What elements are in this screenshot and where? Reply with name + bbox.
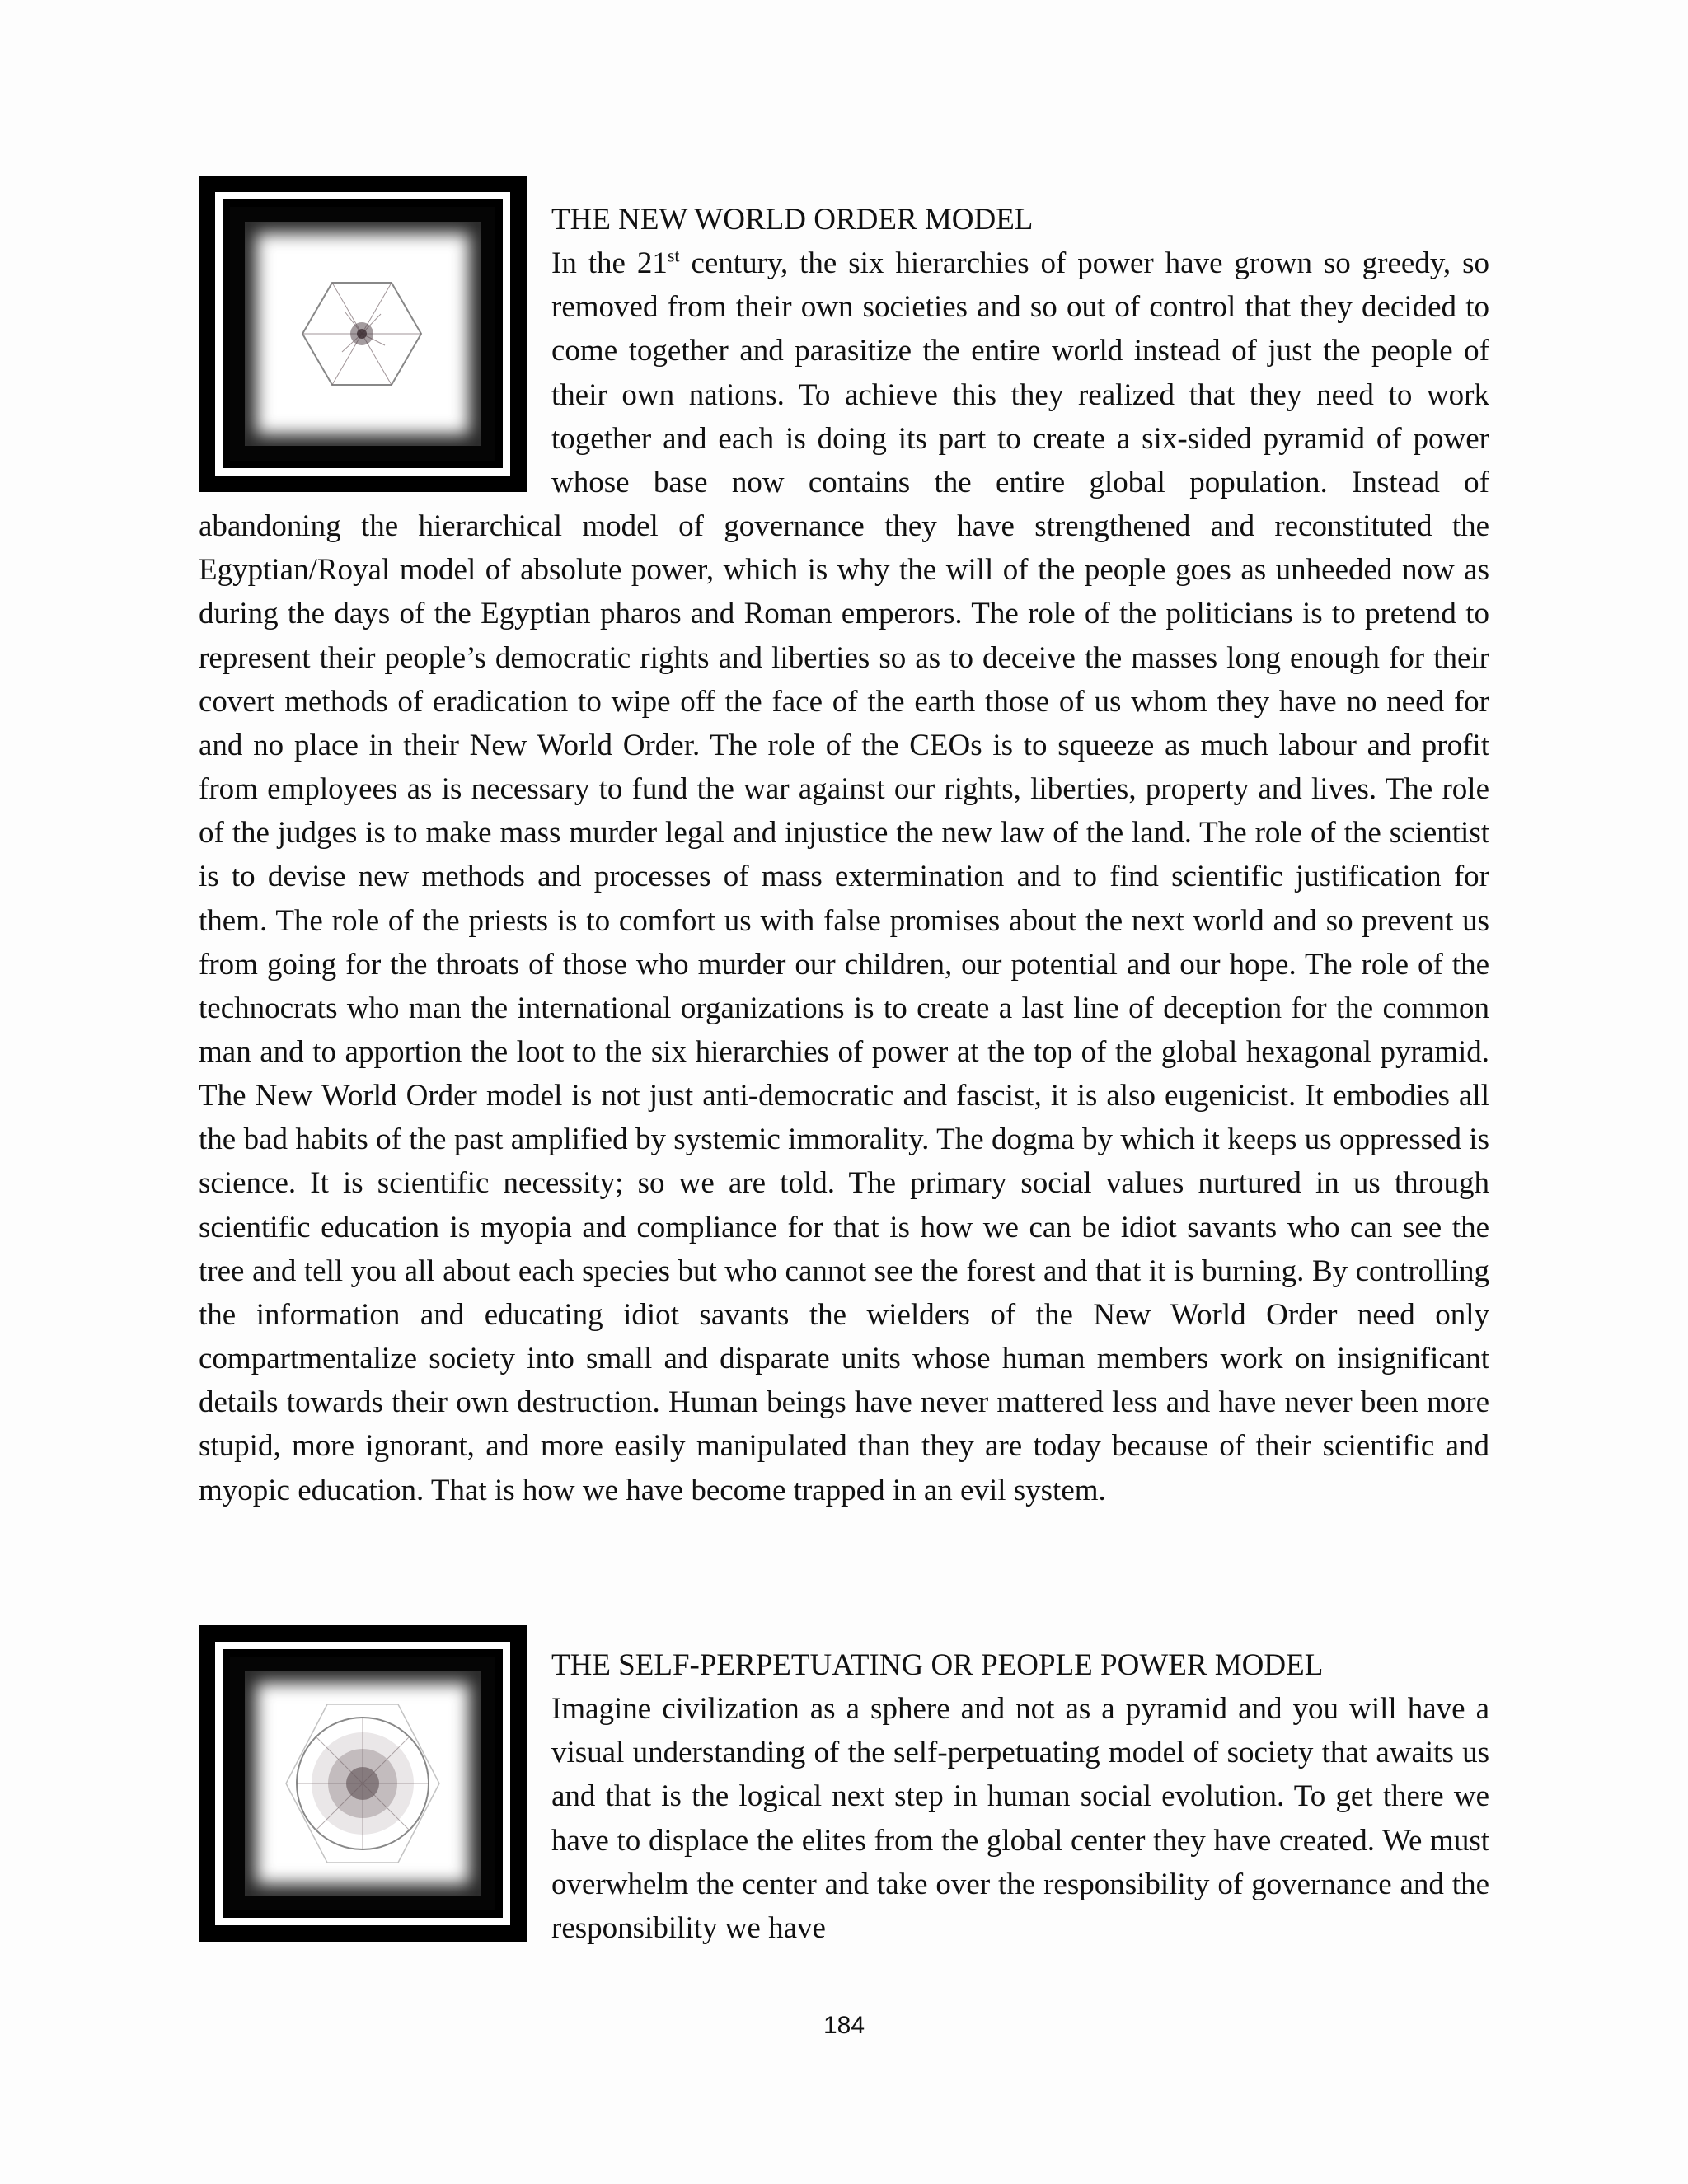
section-heading: THE NEW WORLD ORDER MODEL <box>551 203 1034 237</box>
section-new-world-order <box>199 198 1489 1512</box>
section-people-power <box>199 1643 1489 1950</box>
body-paragraph: Imagine civilization as a sphere and not as a pyramid and you will have a visual understanding of the self-perpetuating model of society that awaits us and that is the logical next step in human social evolution. To get there we have to displace the elites from the global center they have created. We must overwhelm the center and take over the responsibility of governance and the responsibility we have <box>551 1692 1489 1945</box>
page-number: 184 <box>823 2012 865 2039</box>
hexagon-pyramid-drawing <box>245 222 481 446</box>
sphere-illustration-frame <box>199 1625 551 1942</box>
sphere-drawing <box>245 1671 481 1896</box>
ordinal-superscript: st <box>667 245 680 266</box>
section-heading: THE SELF-PERPETUATING OR PEOPLE POWER MODEL <box>551 1648 1324 1682</box>
intro-text: In the 21 <box>551 246 668 281</box>
hexagon-illustration-frame <box>199 176 551 492</box>
body-paragraph: century, the six hierarchies of power have grown so greedy, so removed from their own societies and so out of control that they decided to come together and parasitize the entire world instead of just the people of their own nations. To achieve this they realized that they need to work together and each is doing its part to create a six-sided pyramid of power whose base now contains the entire global population. Instead of abandoning the hierarchical model of governance they have strengthened and reconstituted the Egyptian/Royal model of absolute power, which is why the will of the people goes as unheeded now as during the days of the Egyptian pharos and Roman emperors. The role of the politicians is to pretend to represent their people’s democratic rights and liberties so as to deceive the masses long enough for their covert methods of eradication to wipe off the face of the earth those of us whom they have no need for and no place in their New World Order. The role of the CEOs is to squeeze as much labour and profit from employees as is necessary to fund the war against our rights, liberties, property and lives. The role of the judges is to make mass murder legal and injustice the new law of the land. The role of the scientist is to devise new methods and processes of mass extermination and to find scientific justification for them. The role of the priests is to comfort us with false promises about the next world and so prevent us from going for the throats of those who murder our children, our potential and our hope. The role of the technocrats who man the international organizations is to create a last line of deception for the common man and to apportion the loot to the six hierarchies of power at the top of the global hexagonal pyramid. The New World Order model is not just anti-democratic and fascist, it is also eugenicist. It embodies all the bad habits of the past amplified by systemic immorality. The dogma by which it keeps us oppressed is science. It is scientific necessity; so we are told. The primary social values nurtured in us through scientific education is myopia and compliance for that is how we can be idiot savants who can see the tree and tell you all about each species but who cannot see the forest and that it is burning. By controlling the information and educating idiot savants the wielders of the New World Order need only compartmentalize society into small and disparate units whose human members work on insignificant details towards their own destruction. Human beings have never mattered less and have never been more stupid, more ignorant, and more easily manipulated than they are today because of their scientific and myopic education. That is how we have become trapped in an evil system. <box>199 246 1489 1507</box>
